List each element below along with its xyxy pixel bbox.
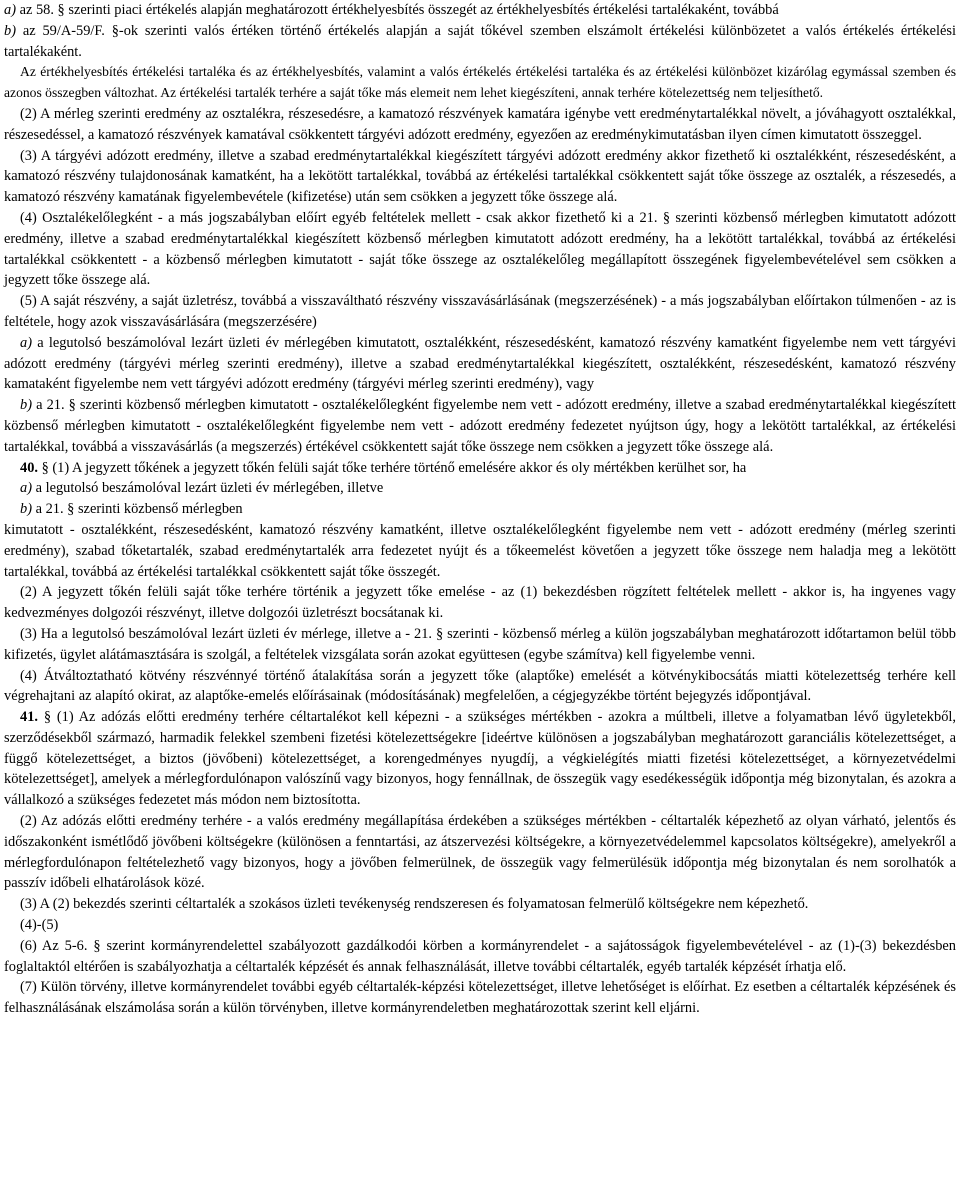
list-marker: a) [20,480,32,497]
paragraph [4,478,956,499]
paragraph-text: az 59/A-59/F. §-ok szerinti valós értéken történő értékelés alapján a saját tőkével szemben elszámolt értékelési különbözetet a valós értékelés értékelési tartalékaként. [4,22,956,60]
paragraph [4,0,956,21]
paragraph-text: (3) A (2) bekezdés szerinti céltartalék a szokásos üzleti tevékenység rendszeresen és folyamatosan felmerülő költségekre nem képezhető. [20,896,809,913]
list-marker: b) [4,22,16,39]
paragraph-text: (3) Ha a legutolsó beszámolóval lezárt üzleti év mérlege, illetve a - 21. § szerinti - közbenső mérleg a külön jogszabályban meghatározott időtartamon belül több kifizetés, ügylet alátámasztására is szolgál, a feltételek vizsgálata során azokat együttesen (egybe számítva) kell figyelembe venni. [4,625,956,663]
paragraph-text: (5) A saját részvény, a saját üzletrész, továbbá a visszaváltható részvény visszavásárlásának (megszerzésének) - a más jogszabályban előírtakon túlmenően - az is feltétele, hogy azok visszavásárlására (megszerzésére) [4,293,956,330]
paragraph [4,21,956,63]
paragraph-text: (2) A jegyzett tőkén felüli saját tőke terhére történik a jegyzett tőke emelése - az (1) bekezdésben rögzített feltételek mellett - akkor is, ha ingyenes vagy kedvezményes dolgozói részvényt, illetve dolgozói üzletrészt bocsátanak ki. [4,584,956,622]
paragraph-text: § (1) A jegyzett tőkének a jegyzett tőkén felüli saját tőke terhére történő emelésére akkor és oly mértékben kerülhet sor, ha [38,459,747,476]
paragraph [4,624,956,666]
paragraph [4,333,956,395]
paragraph [4,811,956,894]
paragraph-text: a legutolsó beszámolóval lezárt üzleti év mérlegében kimutatott, osztalékként, részesedésként, kamatozó részvény kamatként figyelembe nem vett tárgyévi adózott eredmény (tárgyévi mérleg szerinti eredmény), illetve a szabad eredménytartalékkal kiegészített, osztalékként, részesedésként, kamatozó részvény kamataként figyelembe nem vett tárgyévi adózott eredmény (tárgyévi mérleg szerinti eredmény), vagy [4,334,956,393]
paragraph-text: (2) Az adózás előtti eredmény terhére - a valós eredmény megállapítása érdekében a szükséges mértékben - céltartalék képezhető az olyan várható, jelentős és időszakonként ismétlődő jövőbeni költségekre (különösen a fenntartási, az átszervezési költségekre, a környezetvédelemmel kapcsolatos költségekre), amelyekről a mérlegfordulónapon feltételezhető vagy bizonyos, hogy a jövőben felmerülnek, de összegük vagy felmerülésük időpontja még bizonytalan és nem sorolhatók a passzív időbeli elhatárolások közé. [4,813,956,892]
paragraph [4,395,956,457]
paragraph-text: (4)-(5) [20,917,59,934]
paragraph [4,666,956,708]
list-marker: a) [20,334,32,351]
section-number: 41. [20,709,38,726]
paragraph-text: (3) A tárgyévi adózott eredmény, illetve a szabad eredménytartalékkal kiegészített tárgyévi adózott eredmény akkor fizethető ki osztalékként, részesedésként, a kamatozó részvény tulajdonosának kamatként, ha a lekötött tartalékkal, továbbá az értékelési tartalékkal csökkentett saját tőke összege az osztalék, a részesedés, a kamatozó részvény kamatának figyelembevétele (kifizetése) után sem csökken a jegyzett tőke összege alá. [4,147,956,206]
section-number: 40. [20,459,38,476]
paragraph-text: a legutolsó beszámolóval lezárt üzleti év mérlegében, illetve [32,480,384,497]
paragraph [4,291,956,333]
paragraph [4,977,956,1019]
paragraph [4,499,956,520]
paragraph [4,104,956,146]
paragraph-text: kimutatott - osztalékként, részesedésként, kamatozó részvény kamatként, illetve osztalékelőlegként figyelembe nem vett - adózott eredmény (mérleg szerinti eredmény), szabad tőketartalék, szabad eredménytartalék arra fedezetet nyújt és a tőkeemelést követően a jegyzett tőke összege nem haladja meg a lekötött tartalékkal, továbbá az értékelési tartalékkal csökkentett saját tőke összegét. [4,521,956,580]
paragraph [4,707,956,811]
list-marker: a) [4,2,16,18]
paragraph-text: (4) Osztalékelőlegként - a más jogszabályban előírt egyéb feltételek mellett - csak akkor fizethető ki a 21. § szerinti közbenső mérlegben kimutatott adózott eredmény, illetve a szabad eredménytartalékkal kiegészített közbenső mérlegben kimutatott adózott eredmény, ha a lekötött tartalékkal, továbbá az értékelési tartalékkal csökkentett - a közbenső mérlegben kimutatott - saját tőke összege az osztalékelőleg megállapított összegének figyelembevételével sem csökken a jegyzett tőke összege alá. [4,209,956,289]
paragraph [4,936,956,978]
paragraph-text: (4) Átváltoztatható kötvény részvénnyé történő átalakítása során a jegyzett tőke (alaptőke) emelését a kötvénykibocsátás miatti kötelezettség terhére kell végrehajtani az alapító okirat, az alaptőke-emelés előírásainak (módosításának) megfelelően, a cégjegyzékbe történt bejegyzés időpontjával. [4,667,956,705]
paragraph-text: Az értékhelyesbítés értékelési tartaléka és az értékhelyesbítés, valamint a valós értékelés értékelési tartaléka és az értékelési különbözet kizárólag egymással szemben és azonos összegben változhat. Az értékelési tartalék terhére a saját tőke más elemeit nem lehet kiegészíteni, annak terhére kötelezettség nem teljesíthető. [4,64,956,101]
paragraph [4,915,956,936]
paragraph [4,520,956,582]
paragraph-text: (2) A mérleg szerinti eredmény az osztalékra, részesedésre, a kamatozó részvények kamatára igénybe vett eredménytartalékkal növelt, a jóváhagyott osztalékkal, részesedéssel, a kamatozó részvények kamatával csökkentett tárgyévi adózott eredmény, egyezően az eredménykimutatásban ilyen címen kimutatott összeggel. [4,105,956,143]
paragraph-text: (7) Külön törvény, illetve kormányrendelet további egyéb céltartalék-képzési kötelezettséget, illetve lehetőséget is előírhat. Ez esetben a céltartalék képzésének és felhasználásának elszámolása során a külön törvényben, illetve kormányrendeletben meghatározottak szerint kell eljárni. [4,979,956,1017]
list-marker: b) [20,397,32,414]
document-page [4,0,956,1019]
paragraph-text: a 21. § szerinti közbenső mérlegben kimutatott - osztalékelőlegként figyelembe nem vett - adózott eredmény, illetve a szabad eredménytartalékkal kiegészített közbenső mérlegben kimutatott - osztalékelőlegként figyelembe nem vett - adózott eredmény fedezetet nyújtson úgy, hogy a lekötött tartalékkal, az értékelési tartalékkal, továbbá a visszavásárlás (a megszerzés) értékével csökkentett saját tőke összege nem csökken a jegyzett tőke összege alá. [4,397,956,455]
paragraph [4,146,956,208]
paragraph [4,582,956,624]
paragraph [4,894,956,915]
paragraph [4,62,956,104]
paragraph [4,458,956,479]
paragraph [4,208,956,291]
list-marker: b) [20,501,32,518]
paragraph-text: (6) Az 5-6. § szerint kormányrendelettel szabályozott gazdálkodói körben a kormányrendelet - a sajátosságok figyelembevételével - az (1)-(3) bekezdésben foglaltaktól eltérően is szabályozhatja a céltartalék képzését és annak felhasználását, illetve további céltartalék, egyéb tartalék képzését írhatja elő. [4,937,956,975]
paragraph-text: az 58. § szerinti piaci értékelés alapján meghatározott értékhelyesbítés összegét az értékhelyesbítés értékelési tartalékaként, továbbá [16,2,779,18]
paragraph-text: a 21. § szerinti közbenső mérlegben [32,501,243,518]
paragraph-text: § (1) Az adózás előtti eredmény terhére céltartalékot kell képezni - a szükséges mértékben - azokra a múltbeli, illetve a folyamatban lévő ügyletekből, szerződésekből származó, harmadik felekkel szembeni fizetési kötelezettségekre [ideértve különösen a jogszabályban meghatározott garanciális kötelezettséget, a függő kötelezettséget, a biztos (jövőbeni) kötelezettséget, a korengedményes nyugdíj, a végkielégítés miatti fizetési kötelezettséget, a környezetvédelmi kötelezettséget], amelyek a mérlegfordulónapon valószínű vagy bizonyos, hogy fennállnak, de összegük vagy esedékességük időpontja még bizonytalan, és azokra a vállalkozó a szükséges fedezetet más módon nem biztosította. [4,709,956,809]
